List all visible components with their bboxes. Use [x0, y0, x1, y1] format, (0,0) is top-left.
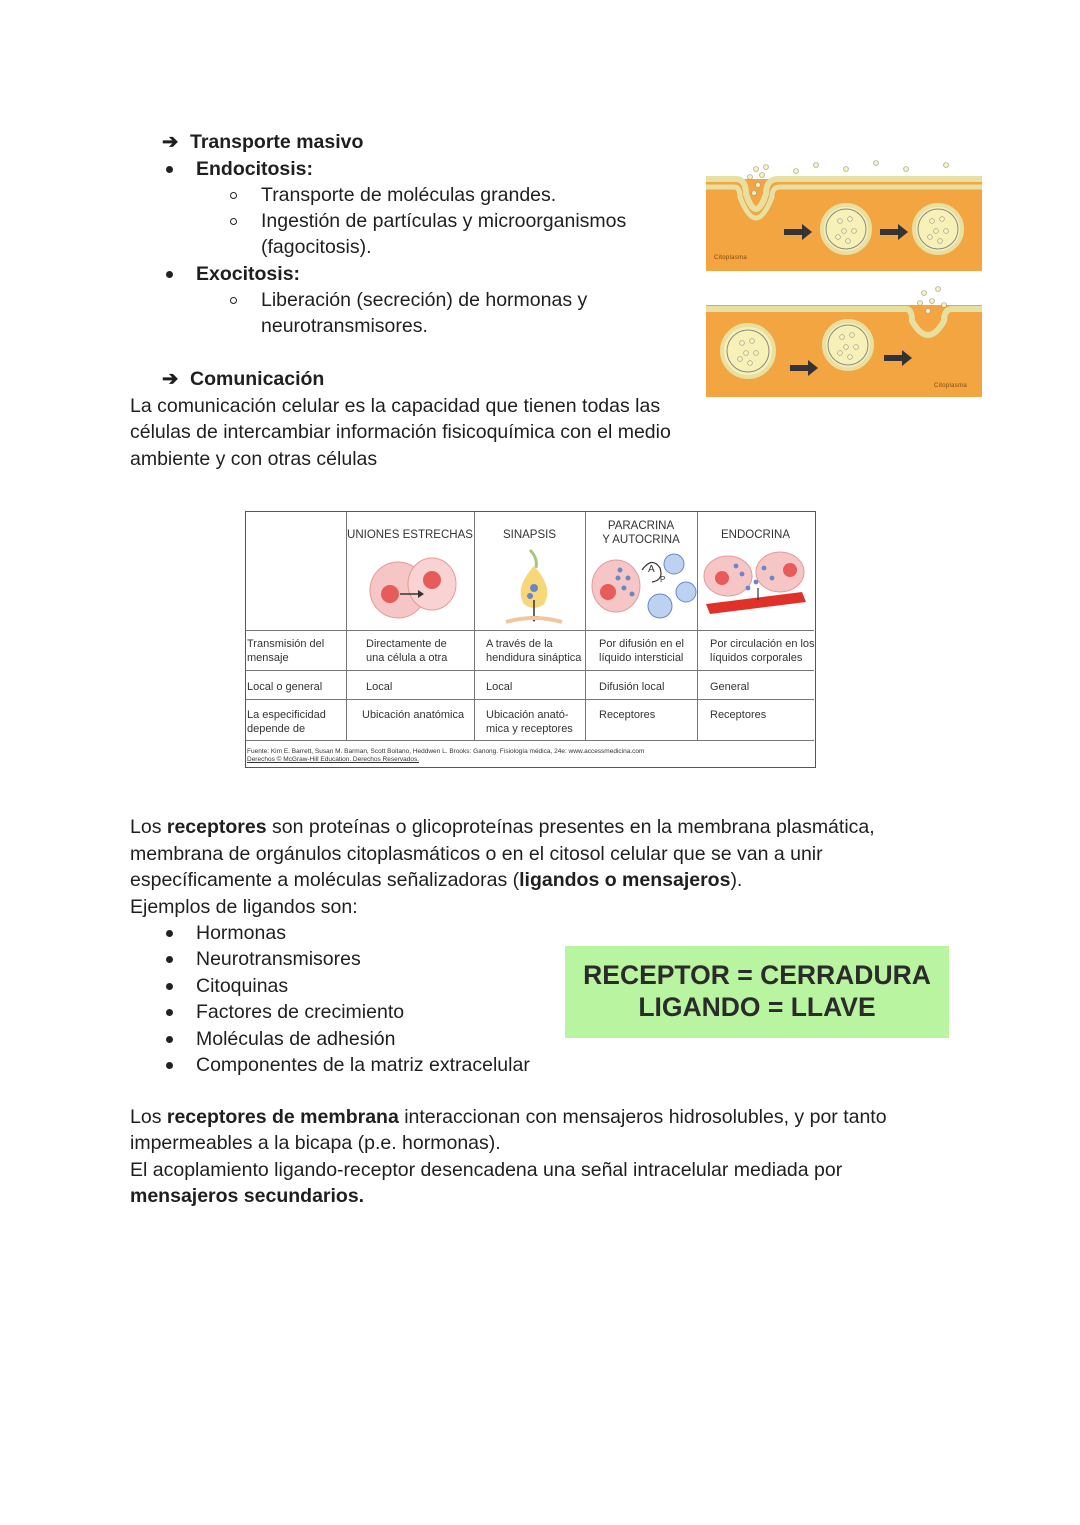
endocytosis-illustration [706, 149, 982, 271]
exocitosis-item: Liberación (secreción) de hormonas y [261, 289, 588, 311]
table-cell: Ubicación anatómica [362, 709, 465, 721]
list-item: Factores de crecimiento [196, 1001, 405, 1023]
highlight-line: LIGANDO = LLAVE [638, 992, 876, 1022]
exocitosis-label: Exocitosis: [196, 263, 301, 285]
comunicacion-paragraph-line: células de intercambiar información fisicoquímica con el medio [130, 421, 671, 443]
communication-table [245, 511, 816, 768]
exocytosis-figure [706, 279, 982, 397]
paracrine-illustration [590, 548, 700, 628]
list-item: Moléculas de adhesión [196, 1028, 396, 1050]
column-header: SINAPSIS [502, 529, 557, 541]
table-cell: Receptores [599, 709, 656, 721]
exocitosis-item-cont: neurotransmisores. [261, 315, 428, 337]
table-cell: Por circulación en los líquidos corporales [710, 638, 815, 664]
tight-junction-illustration [366, 554, 466, 624]
column-header: PARACRINA [607, 520, 675, 532]
bullet-icon [166, 166, 173, 173]
table-copyright: Derechos © McGraw-Hill Education. Derechos Reservados. [247, 756, 420, 763]
table-cell: Por difusión en el líquido intersticial [599, 638, 684, 664]
row-label: La especificidad depende de [247, 709, 326, 735]
highlight-line: RECEPTOR = CERRADURA [583, 960, 931, 990]
bullet-icon [166, 983, 173, 990]
cytoplasm-label: Citoplasma [714, 255, 748, 261]
arrow-right-icon: ➔ [162, 131, 179, 153]
bullet-icon [166, 1036, 173, 1043]
comunicacion-paragraph-line: La comunicación celular es la capacidad que tienen todas las [130, 395, 661, 417]
exocytosis-illustration [706, 279, 982, 397]
table-cell: Difusión local [599, 681, 665, 693]
bullet-icon [166, 1062, 173, 1069]
table-cell: A través de la hendidura sináptica [486, 638, 582, 664]
table-cell: Directamente de una célula a otra [366, 638, 448, 664]
bullet-icon [166, 956, 173, 963]
bullet-icon [166, 930, 173, 937]
endocitosis-item-cont: (fagocitosis). [261, 236, 372, 258]
arrow-right-icon: ➔ [162, 368, 179, 390]
list-item: Citoquinas [196, 975, 289, 997]
endocitosis-item: Transporte de moléculas grandes. [261, 184, 557, 206]
endocrine-illustration [702, 548, 812, 628]
receptores-line: específicamente a moléculas señalizadoras (ligandos o mensajeros). [130, 869, 743, 891]
membrana-line: Los receptores de membrana interaccionan con mensajeros hidrosolubles, y por tanto [130, 1106, 887, 1128]
table-cell: Receptores [710, 709, 767, 721]
list-item: Hormonas [196, 922, 286, 944]
bullet-ring-icon [230, 297, 237, 304]
autocrine-mark: A [648, 564, 655, 575]
table-cell: Local [366, 681, 393, 693]
cytoplasm-label: Citoplasma [934, 383, 968, 389]
table-cell: General [710, 681, 750, 693]
paracrine-mark: P [660, 575, 666, 584]
receptores-line: Los receptores son proteínas o glicoproteínas presentes en la membrana plasmática, [130, 816, 875, 838]
table-cell: Local [486, 681, 513, 693]
examples-intro: Ejemplos de ligandos son: [130, 896, 358, 918]
table-cell: Ubicación anató- mica y receptores [486, 709, 573, 735]
transport-heading: ➔ Transporte masivo [162, 129, 363, 156]
membrana-line: impermeables a la bicapa (p.e. hormonas). [130, 1132, 501, 1154]
column-header: UNIONES ESTRECHAS [347, 529, 473, 541]
bullet-icon [166, 271, 173, 278]
column-header: ENDOCRINA [720, 529, 790, 541]
membrana-line: El acoplamiento ligando-receptor desencadena una señal intracelular mediada por [130, 1159, 843, 1181]
comunicacion-heading: ➔ Comunicación [162, 366, 324, 393]
synapse-illustration [494, 548, 574, 628]
list-item: Componentes de la matriz extracelular [196, 1054, 530, 1076]
receptor-ligand-highlight [565, 946, 949, 1038]
endocitosis-label: Endocitosis: [196, 158, 314, 180]
comunicacion-paragraph-line: ambiente y con otras células [130, 448, 378, 470]
bullet-ring-icon [230, 192, 237, 199]
column-header: Y AUTOCRINA [602, 534, 680, 546]
endocytosis-figure [706, 149, 982, 271]
row-label: Transmisión del mensaje [247, 638, 325, 664]
membrana-line: mensajeros secundarios. [130, 1185, 365, 1207]
receptores-line: membrana de orgánulos citoplasmáticos o en el citosol celular que se van a unir [130, 843, 823, 865]
row-label: Local o general [247, 681, 323, 693]
table-source: Fuente: Kim E. Barrett, Susan M. Barman, Scott Boitano, Heddwen L. Brooks: Ganong. Fisiología médica, 24e: www.accessmedicina.com [247, 748, 645, 755]
bullet-ring-icon [230, 218, 237, 225]
list-item: Neurotransmisores [196, 948, 361, 970]
endocitosis-item: Ingestión de partículas y microorganismos [261, 210, 627, 232]
bullet-icon [166, 1009, 173, 1016]
